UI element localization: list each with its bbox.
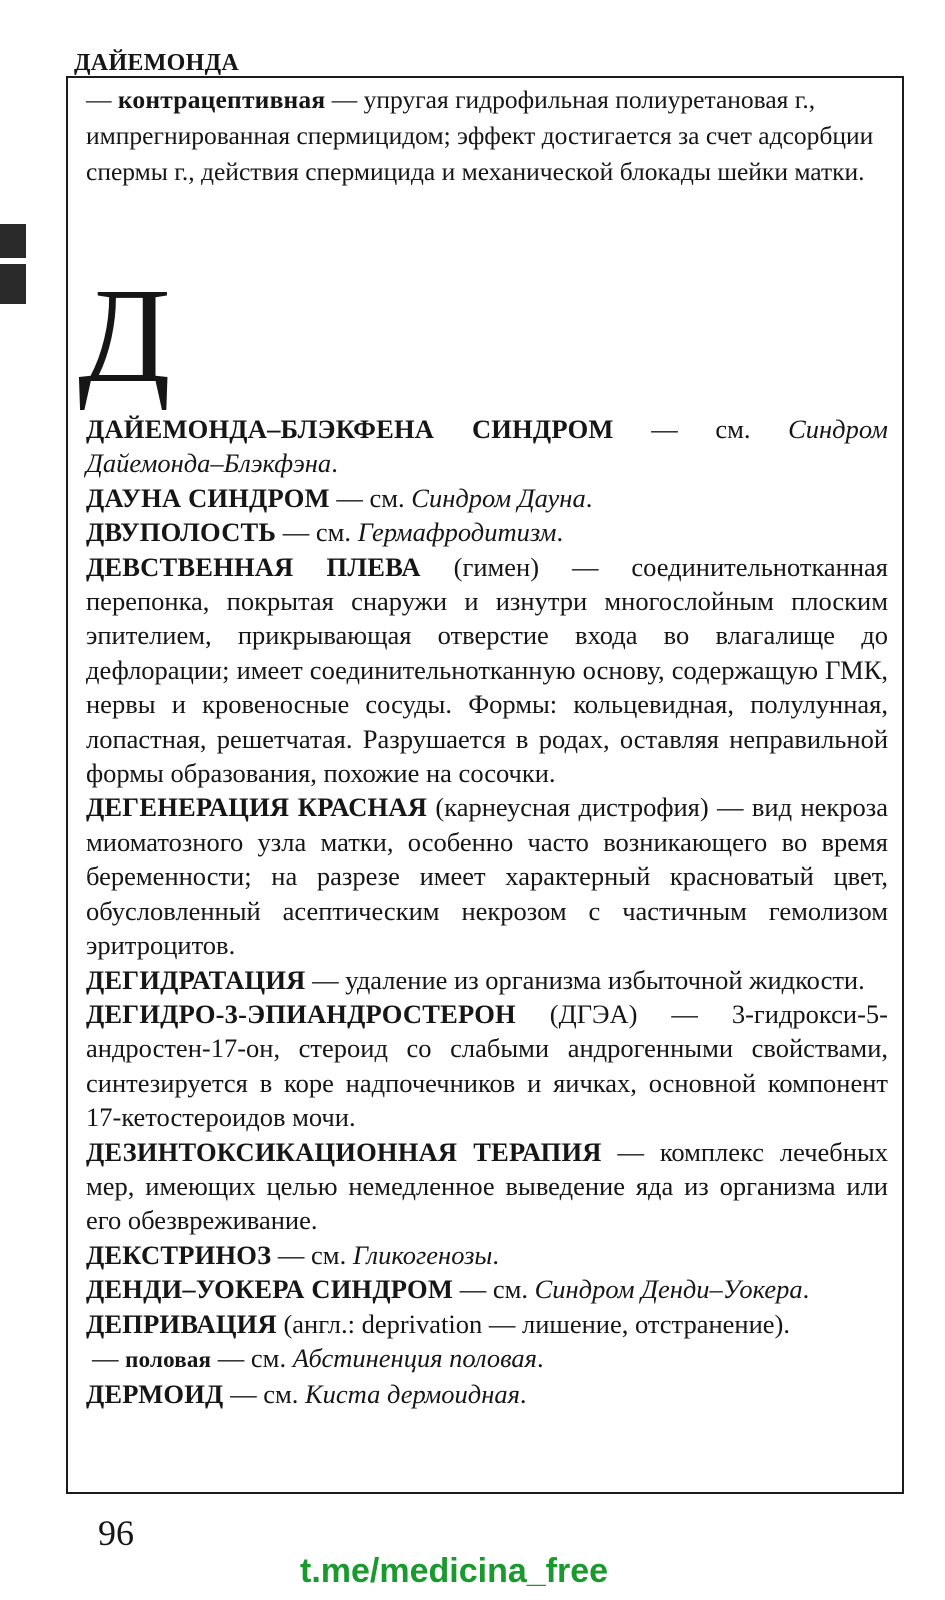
entry-dauna bbox=[86, 481, 888, 515]
section-letter: Д bbox=[78, 261, 171, 411]
entry-text: — см. bbox=[271, 1239, 353, 1270]
entry-devstvennaya-pleva bbox=[86, 550, 888, 791]
entry-degidroepiandrosteron bbox=[86, 997, 888, 1135]
entry-headword: ДВУПОЛОСТЬ bbox=[86, 517, 277, 548]
entry-tail: . bbox=[331, 448, 338, 479]
entry-ref: Киста дермоидная bbox=[305, 1379, 520, 1410]
entry-ref: Гермафродитизм bbox=[357, 517, 557, 548]
entry-text: — см. bbox=[453, 1274, 535, 1305]
entry-tail: . bbox=[519, 1379, 527, 1410]
entry-text: (гимен) — соединительнотканная перепонка, покрытая снаружи и изнутри многослойным плоским эпителием, прикрывающая отверстие входа во влагалище до дефлорации; имеет соединительнотканную основу, содержащую ГМК, нервы и кровеносные сосуды. Формы: кольцевидная, полулунная, лопастная, решетчатая. Разрушается в родах, оставляя неправильной формы образования, похожие на сосочки. bbox=[86, 551, 888, 789]
entry-tail: . bbox=[492, 1239, 500, 1270]
entry-headword: половая bbox=[125, 1346, 212, 1372]
entry-headword: ДАЙЕМОНДА–БЛЭКФЕНА СИНДРОМ bbox=[86, 414, 614, 444]
entry-headword: ДЕПРИВАЦИЯ bbox=[86, 1308, 277, 1339]
entry-ref: Абстиненция половая bbox=[292, 1342, 537, 1373]
entry-dermoid bbox=[86, 1377, 888, 1411]
entry-text: — удаление из организма избыточной жидкости. bbox=[305, 964, 865, 995]
entry-tail: . bbox=[585, 482, 593, 513]
entry-text: — см. bbox=[223, 1379, 306, 1410]
telegram-link[interactable]: t.me/medicina_free bbox=[300, 1552, 609, 1590]
entry-ref: Синдром Дауна bbox=[411, 482, 586, 513]
running-head: ДАЙЕМОНДА bbox=[74, 50, 240, 76]
entry-text: (карнеусная дистрофия) — вид некроза миоматозного узла матки, особенно часто возникающего во время беременности; на разрезе имеет характерный красноватый цвет, обусловленный асептическим некрозом с частичным гемолизом эритроцитов. bbox=[86, 792, 888, 961]
entry-tail: . bbox=[537, 1342, 544, 1373]
entry-deprivatsiya bbox=[86, 1307, 888, 1341]
entry-text: — комплекс лечебных мер, имеющих целью немедленное выведение яда из организма или его обезвреживание. bbox=[86, 1136, 889, 1236]
entry-headword: ДЕГЕНЕРАЦИЯ КРАСНАЯ bbox=[86, 792, 428, 823]
entry-headword: ДЕВСТВЕННАЯ ПЛЕВА bbox=[86, 551, 421, 582]
entry-degidratatsiya bbox=[86, 963, 888, 997]
entry-text: — см. bbox=[276, 517, 358, 548]
entry-ref: Гликогенозы bbox=[352, 1239, 493, 1270]
entry-text: (ДГЭА) — 3-гидрокси-5-андростен-17-он, стероид со слабыми андрогенными свойствами, синтезируется в коре надпочечников и яичках, основной компонент 17-кетостероидов мочи. bbox=[86, 998, 888, 1133]
entries-list bbox=[86, 412, 888, 1412]
entry-dvupolost bbox=[86, 515, 888, 549]
entry-dash: — bbox=[92, 1342, 126, 1373]
entry-ref: Синдром Денди–Уокера bbox=[534, 1274, 803, 1305]
margin-tab-upper bbox=[0, 224, 26, 258]
top-entry bbox=[86, 82, 876, 190]
entry-dezintoksikatsionnaya bbox=[86, 1135, 888, 1238]
entry-text: — см. bbox=[329, 482, 412, 513]
top-entry-definition: — упругая гидрофильная полиуретановая г., импрегнированная спермицидом; эффект достигается за счет адсорбции спермы г., действия спермицида и механической блокады шейки матки. bbox=[86, 85, 874, 186]
top-entry-headword: контрацептивная bbox=[117, 85, 326, 114]
entry-headword: ДЕГИДРО-3-ЭПИАНДРОСТЕРОН bbox=[86, 998, 516, 1029]
entry-text: — см. bbox=[211, 1342, 293, 1373]
page-number: 96 bbox=[98, 1513, 134, 1553]
entry-headword: ДЕЗИНТОКСИКАЦИОННАЯ ТЕРАПИЯ bbox=[86, 1136, 602, 1167]
entry-headword: ДЕРМОИД bbox=[86, 1379, 224, 1410]
entry-dayemonda-blekfena bbox=[86, 412, 888, 481]
entry-tail: . bbox=[802, 1274, 810, 1305]
entry-headword: ДАУНА СИНДРОМ bbox=[86, 482, 330, 513]
entry-text: (англ.: deprivation — лишение, отстранение). bbox=[276, 1308, 790, 1339]
entry-headword: ДЕГИДРАТАЦИЯ bbox=[86, 964, 306, 995]
margin-tab-lower bbox=[0, 264, 26, 304]
entry-ref: Синдром Дайемонда–Блэкфэна bbox=[86, 414, 888, 479]
entry-headword: ДЕНДИ–УОКЕРА СИНДРОМ bbox=[86, 1274, 454, 1305]
entry-polovaya bbox=[86, 1341, 888, 1377]
entry-headword: ДЕКСТРИНОЗ bbox=[86, 1239, 272, 1270]
entry-tail: . bbox=[556, 517, 564, 548]
entry-text: — см. bbox=[613, 414, 789, 444]
entry-degeneratsiya bbox=[86, 790, 888, 962]
entry-dekstrinoz bbox=[86, 1238, 888, 1272]
entry-dendi-uokera bbox=[86, 1272, 888, 1306]
top-entry-dash: — bbox=[86, 85, 118, 114]
